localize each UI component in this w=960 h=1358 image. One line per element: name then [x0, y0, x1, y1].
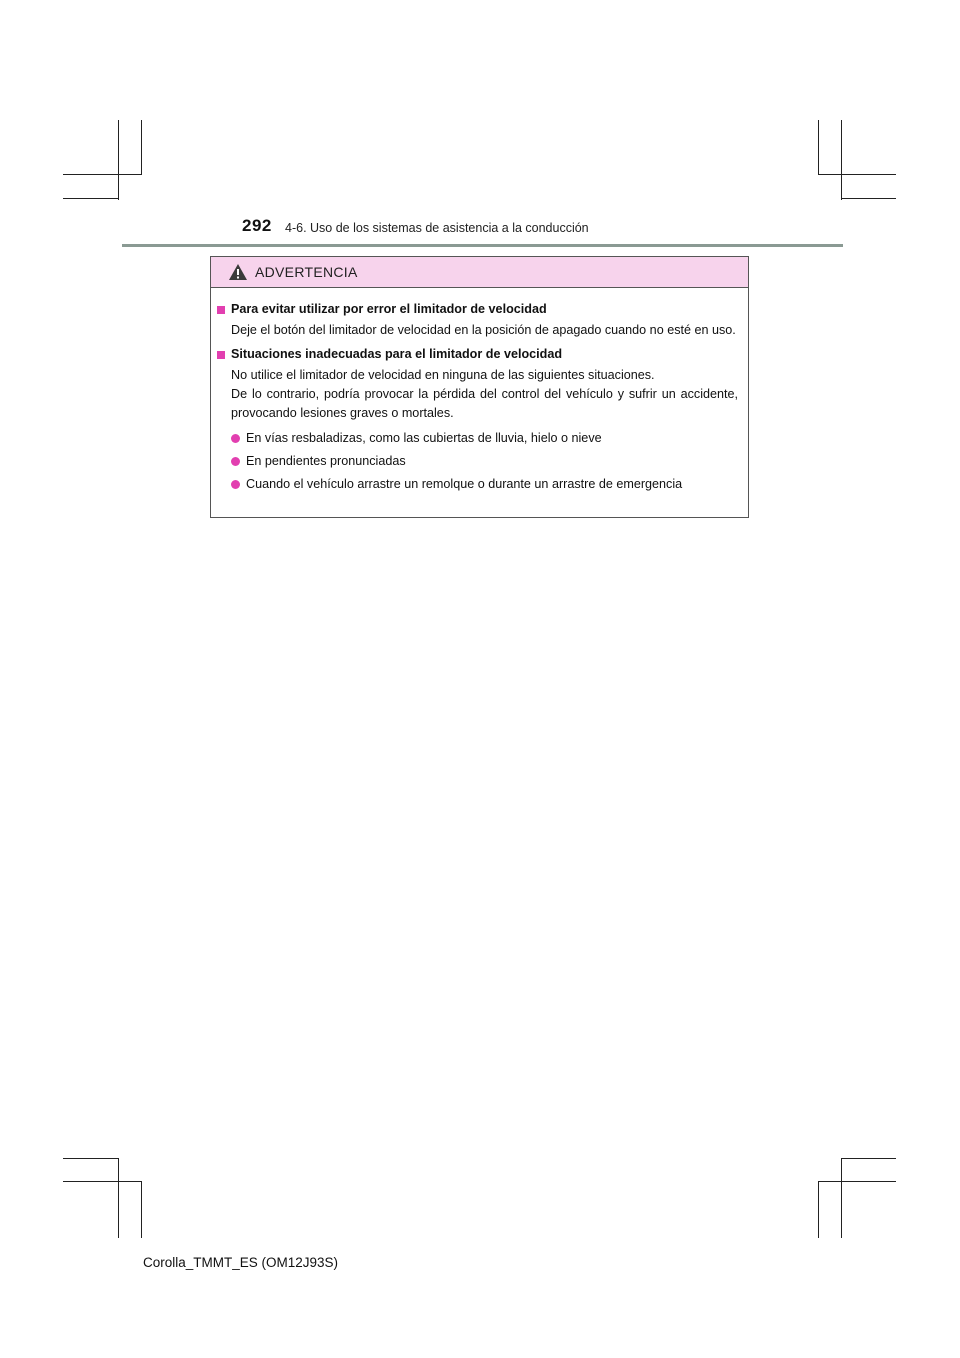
crop-mark: [141, 1181, 142, 1238]
warning-box: [210, 256, 749, 518]
list-item: [231, 429, 738, 448]
warning-header: [211, 257, 748, 288]
list-item: [231, 452, 738, 471]
crop-mark: [141, 120, 142, 175]
crop-mark: [841, 120, 842, 200]
dot-bullet-icon: [231, 434, 240, 443]
crop-mark: [63, 1158, 119, 1159]
section-heading-text: Para evitar utilizar por error el limitador de velocidad: [231, 302, 547, 316]
bullet-list: [231, 429, 738, 494]
crop-mark: [118, 1158, 119, 1238]
dot-bullet-icon: [231, 480, 240, 489]
crop-mark: [63, 198, 119, 199]
crop-mark: [818, 1181, 819, 1238]
crop-mark: [118, 120, 119, 200]
warning-section: [217, 345, 738, 494]
section-heading-text: Situaciones inadecuadas para el limitador de velocidad: [231, 347, 563, 361]
paragraph: Deje el botón del limitador de velocidad en la posición de apagado cuando no esté en uso.: [231, 323, 736, 337]
warning-section: [217, 300, 738, 340]
warning-body: [211, 288, 748, 494]
header-rule: [122, 244, 843, 247]
crop-mark: [63, 174, 142, 175]
list-item-text: Cuando el vehículo arrastre un remolque o durante un arrastre de emergencia: [246, 477, 683, 491]
section-heading: [217, 300, 738, 319]
warning-title: ADVERTENCIA: [255, 264, 358, 280]
page-number: 292: [242, 216, 272, 235]
square-bullet-icon: [217, 306, 225, 314]
document-id: Corolla_TMMT_ES (OM12J93S): [143, 1255, 339, 1270]
crop-mark: [818, 174, 896, 175]
section-title: 4-6. Uso de los sistemas de asistencia a la conducción: [285, 221, 589, 235]
section-heading: [217, 345, 738, 364]
crop-mark: [841, 198, 896, 199]
warning-triangle-icon: [228, 263, 248, 281]
crop-mark: [818, 120, 819, 175]
crop-mark: [841, 1158, 896, 1159]
crop-mark: [63, 1181, 142, 1182]
crop-mark: [841, 1158, 842, 1238]
list-item-text: En pendientes pronunciadas: [246, 454, 406, 468]
paragraph: No utilice el limitador de velocidad en ninguna de las siguientes situaciones.: [231, 368, 655, 382]
crop-mark: [818, 1181, 896, 1182]
paragraph: De lo contrario, podría provocar la pérdida del control del vehículo y sufrir un accidente, provocando lesiones graves o mortales.: [231, 387, 738, 420]
dot-bullet-icon: [231, 457, 240, 466]
list-item: [231, 475, 738, 494]
list-item-text: En vías resbaladizas, como las cubiertas de lluvia, hielo o nieve: [246, 431, 602, 445]
square-bullet-icon: [217, 351, 225, 359]
